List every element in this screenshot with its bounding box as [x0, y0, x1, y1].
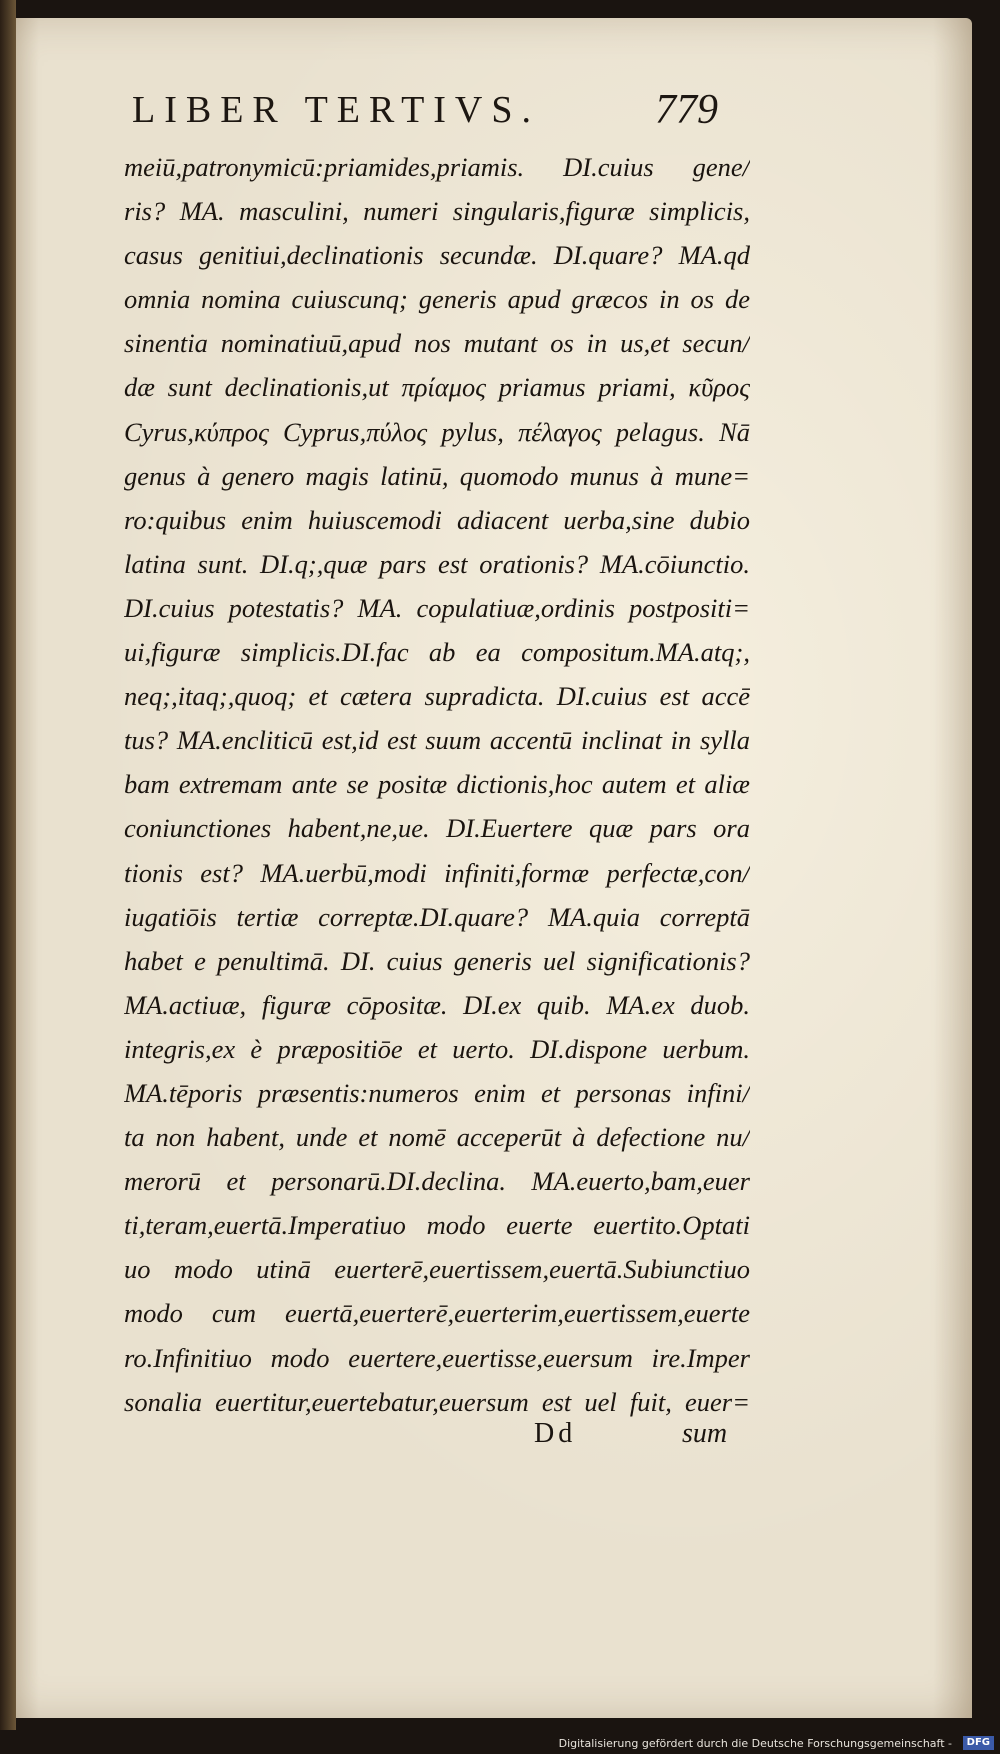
- text-line: bam extremam ante se positæ dictionis,hoc autem et aliæ: [124, 769, 750, 800]
- running-title: LIBER TERTIVS.: [132, 89, 541, 131]
- text-line: ro.Infinitiuo modo euertere,euertisse,euersum ire.Imper: [124, 1342, 750, 1373]
- text-line: DI.cuius potestatis? MA. copulatiuæ,ordinis postpositi=: [124, 592, 750, 623]
- text-line: ro:quibus enim huiuscemodi adiacent uerba,sine dubio: [124, 504, 750, 535]
- text-line: meiū,patronymicū:priamides,priamis. DI.cuius gene/: [124, 152, 750, 182]
- text-line: integris,ex è præpositiōe et uerto. DI.dispone uerbum.: [124, 1033, 750, 1064]
- text-line: coniunctiones habent,ne,ue. DI.Euertere quæ pars ora: [124, 813, 750, 844]
- text-line: genus à genero magis latinū, quomodo munus à mune=: [124, 460, 750, 491]
- text-line: iugatiōis tertiæ correptæ.DI.quare? MA.quia correptā: [124, 901, 750, 932]
- digitization-credit: Digitalisierung gefördert durch die Deutsche Forschungsgemeinschaft -: [558, 1737, 952, 1750]
- text-line: sonalia euertitur,euertebatur,euersum est uel fuit, euer=: [124, 1386, 750, 1417]
- text-line: neq;,itaq;,quoq; et cætera supradicta. DI.cuius est accē: [124, 681, 750, 712]
- binding-gutter: [0, 0, 16, 1754]
- text-line: casus genitiui,declinationis secundæ. DI.quare? MA.qd: [124, 240, 750, 271]
- signature-mark: Dd: [534, 1418, 577, 1449]
- text-line: MA.actiuæ, figuræ cōpositæ. DI.ex quib. MA.ex duob.: [124, 989, 750, 1020]
- text-line: tus? MA.encliticū est,id est suum accentū inclinat in sylla: [124, 725, 750, 756]
- text-line: sinentia nominatiuū,apud nos mutant os in us,et secun/: [124, 328, 750, 359]
- catchline: [124, 1418, 750, 1462]
- text-line: tionis est? MA.uerbū,modi infiniti,formæ perfectæ,con/: [124, 857, 750, 888]
- folio-number: 779: [655, 87, 718, 133]
- text-line: modo cum euertā,euerterē,euerterim,euertissem,euerte: [124, 1298, 750, 1329]
- dfg-logo: DFG: [963, 1736, 994, 1750]
- page-header: [0, 88, 972, 148]
- body-text: [124, 145, 750, 1424]
- text-line: Cyrus,κύπρος Cyprus,πύλος pylus, πέλαγος pelagus. Nā: [124, 416, 750, 447]
- text-line: omnia nomina cuiuscunq; generis apud græcos in os de: [124, 284, 750, 315]
- text-line: merorū et personarū.DI.declina. MA.euerto,bam,euer: [124, 1166, 750, 1197]
- text-line: latina sunt. DI.q;,quæ pars est orationis? MA.cōiunctio.: [124, 548, 750, 579]
- text-line: ui,figuræ simplicis.DI.fac ab ea compositum.MA.atq;,: [124, 637, 750, 668]
- text-line: ris? MA. masculini, numeri singularis,figuræ simplicis,: [124, 196, 750, 227]
- text-line: MA.tēporis præsentis:numeros enim et personas infini/: [124, 1077, 750, 1108]
- text-line: ta non habent, unde et nomē acceperūt à defectione nu/: [124, 1122, 750, 1153]
- text-line: uo modo utinā euerterē,euertissem,euertā.Subiunctiuo: [124, 1254, 750, 1285]
- catchword: sum: [682, 1418, 728, 1449]
- text-line: dæ sunt declinationis,ut πρίαμος priamus priami, κῦρος: [124, 372, 750, 403]
- text-line: ti,teram,euertā.Imperatiuo modo euerte euertito.Optati: [124, 1210, 750, 1241]
- text-line: habet e penultimā. DI. cuius generis uel significationis?: [124, 945, 750, 976]
